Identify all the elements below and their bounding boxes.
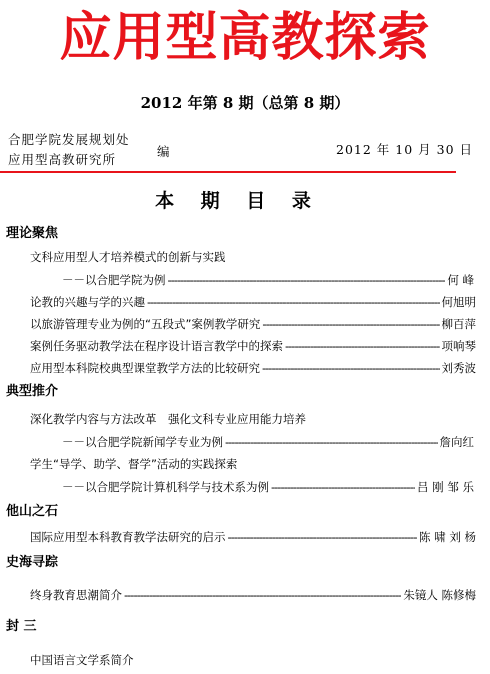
section-heading: 史海寻踪 bbox=[6, 555, 59, 570]
section-heading: 封 三 bbox=[6, 619, 37, 634]
toc-entry-title: 应用型本科院校典型课堂教学方法的比较研究 bbox=[30, 361, 260, 375]
leader-dots bbox=[262, 317, 439, 331]
section-heading: 他山之石 bbox=[6, 504, 59, 519]
publisher-2: 应用型高教研究所 bbox=[8, 152, 117, 167]
toc-entry-author: 柳百萍 bbox=[441, 317, 476, 331]
section-heading: 典型推介 bbox=[6, 384, 59, 399]
leader-dots bbox=[228, 530, 418, 544]
toc-title: 本 期 目 录 bbox=[155, 190, 321, 212]
toc-entry-title[interactable]: 文科应用型人才培养模式的创新与实践 bbox=[30, 250, 226, 264]
toc-entry-subtitle: －－以合肥学院新闻学专业为例 bbox=[62, 435, 223, 449]
toc-entry-title: 国际应用型本科教育教学法研究的启示 bbox=[30, 530, 226, 544]
toc-entry-title[interactable]: 深化教学内容与方法改革 强化文科专业应用能力培养 bbox=[30, 412, 306, 426]
leader-dots bbox=[124, 588, 401, 602]
edit-label: 编 bbox=[157, 144, 170, 159]
leader-dots bbox=[285, 339, 440, 353]
leader-dots bbox=[147, 295, 440, 309]
toc-entry-author: 陈 啸 刘 杨 bbox=[419, 530, 476, 544]
leader-dots bbox=[225, 435, 438, 449]
toc-entry-title: 案例任务驱动教学法在程序设计语言教学中的探索 bbox=[30, 339, 283, 353]
toc-entry-author: 何旭明 bbox=[441, 295, 476, 309]
toc-entry[interactable] bbox=[30, 360, 476, 376]
header-divider bbox=[0, 171, 456, 173]
leader-dots bbox=[168, 273, 446, 287]
toc-entry[interactable] bbox=[30, 338, 476, 354]
toc-entry-title: 以旅游管理专业为例的“五段式”案例教学研究 bbox=[30, 317, 261, 331]
leader-dots bbox=[262, 361, 440, 375]
toc-entry[interactable] bbox=[30, 294, 476, 310]
publisher-block bbox=[8, 130, 130, 170]
toc-entry-author: 何 峰 bbox=[447, 273, 474, 287]
issue-line: 2012 年第 8 期（总第 8 期） bbox=[140, 94, 350, 112]
toc-entry[interactable] bbox=[30, 316, 476, 332]
toc-entry[interactable] bbox=[30, 587, 476, 603]
leader-dots bbox=[271, 480, 415, 494]
toc-entry-title[interactable]: 学生“导学、助学、督学”活动的实践探索 bbox=[30, 457, 238, 471]
toc-entry-title: 论教的兴趣与学的兴趣 bbox=[30, 295, 145, 309]
toc-entry-title[interactable]: 中国语言文学系简介 bbox=[30, 653, 134, 667]
toc-entry[interactable] bbox=[62, 272, 474, 288]
toc-entry-subtitle: －－以合肥学院为例 bbox=[62, 273, 166, 287]
toc-entry-author: 詹向红 bbox=[439, 435, 474, 449]
toc-entry-author: 朱镜人 陈修梅 bbox=[403, 588, 476, 602]
journal-masthead: 应用型高教探索 bbox=[59, 8, 431, 68]
section-heading: 理论聚焦 bbox=[6, 226, 59, 241]
toc-entry-title: 终身教育思潮简介 bbox=[30, 588, 122, 602]
toc-entry[interactable] bbox=[30, 529, 476, 545]
toc-entry-author: 项响琴 bbox=[441, 339, 476, 353]
toc-entry[interactable] bbox=[62, 479, 474, 495]
toc-entry-author: 刘秀波 bbox=[441, 361, 476, 375]
toc-entry-subtitle: －－以合肥学院计算机科学与技术系为例 bbox=[62, 480, 269, 494]
toc-entry-author: 吕 刚 邹 乐 bbox=[417, 480, 474, 494]
toc-entry[interactable] bbox=[62, 434, 474, 450]
publish-date: 2012 年 10 月 30 日 bbox=[336, 142, 473, 157]
publisher-1: 合肥学院发展规划处 bbox=[8, 132, 130, 147]
